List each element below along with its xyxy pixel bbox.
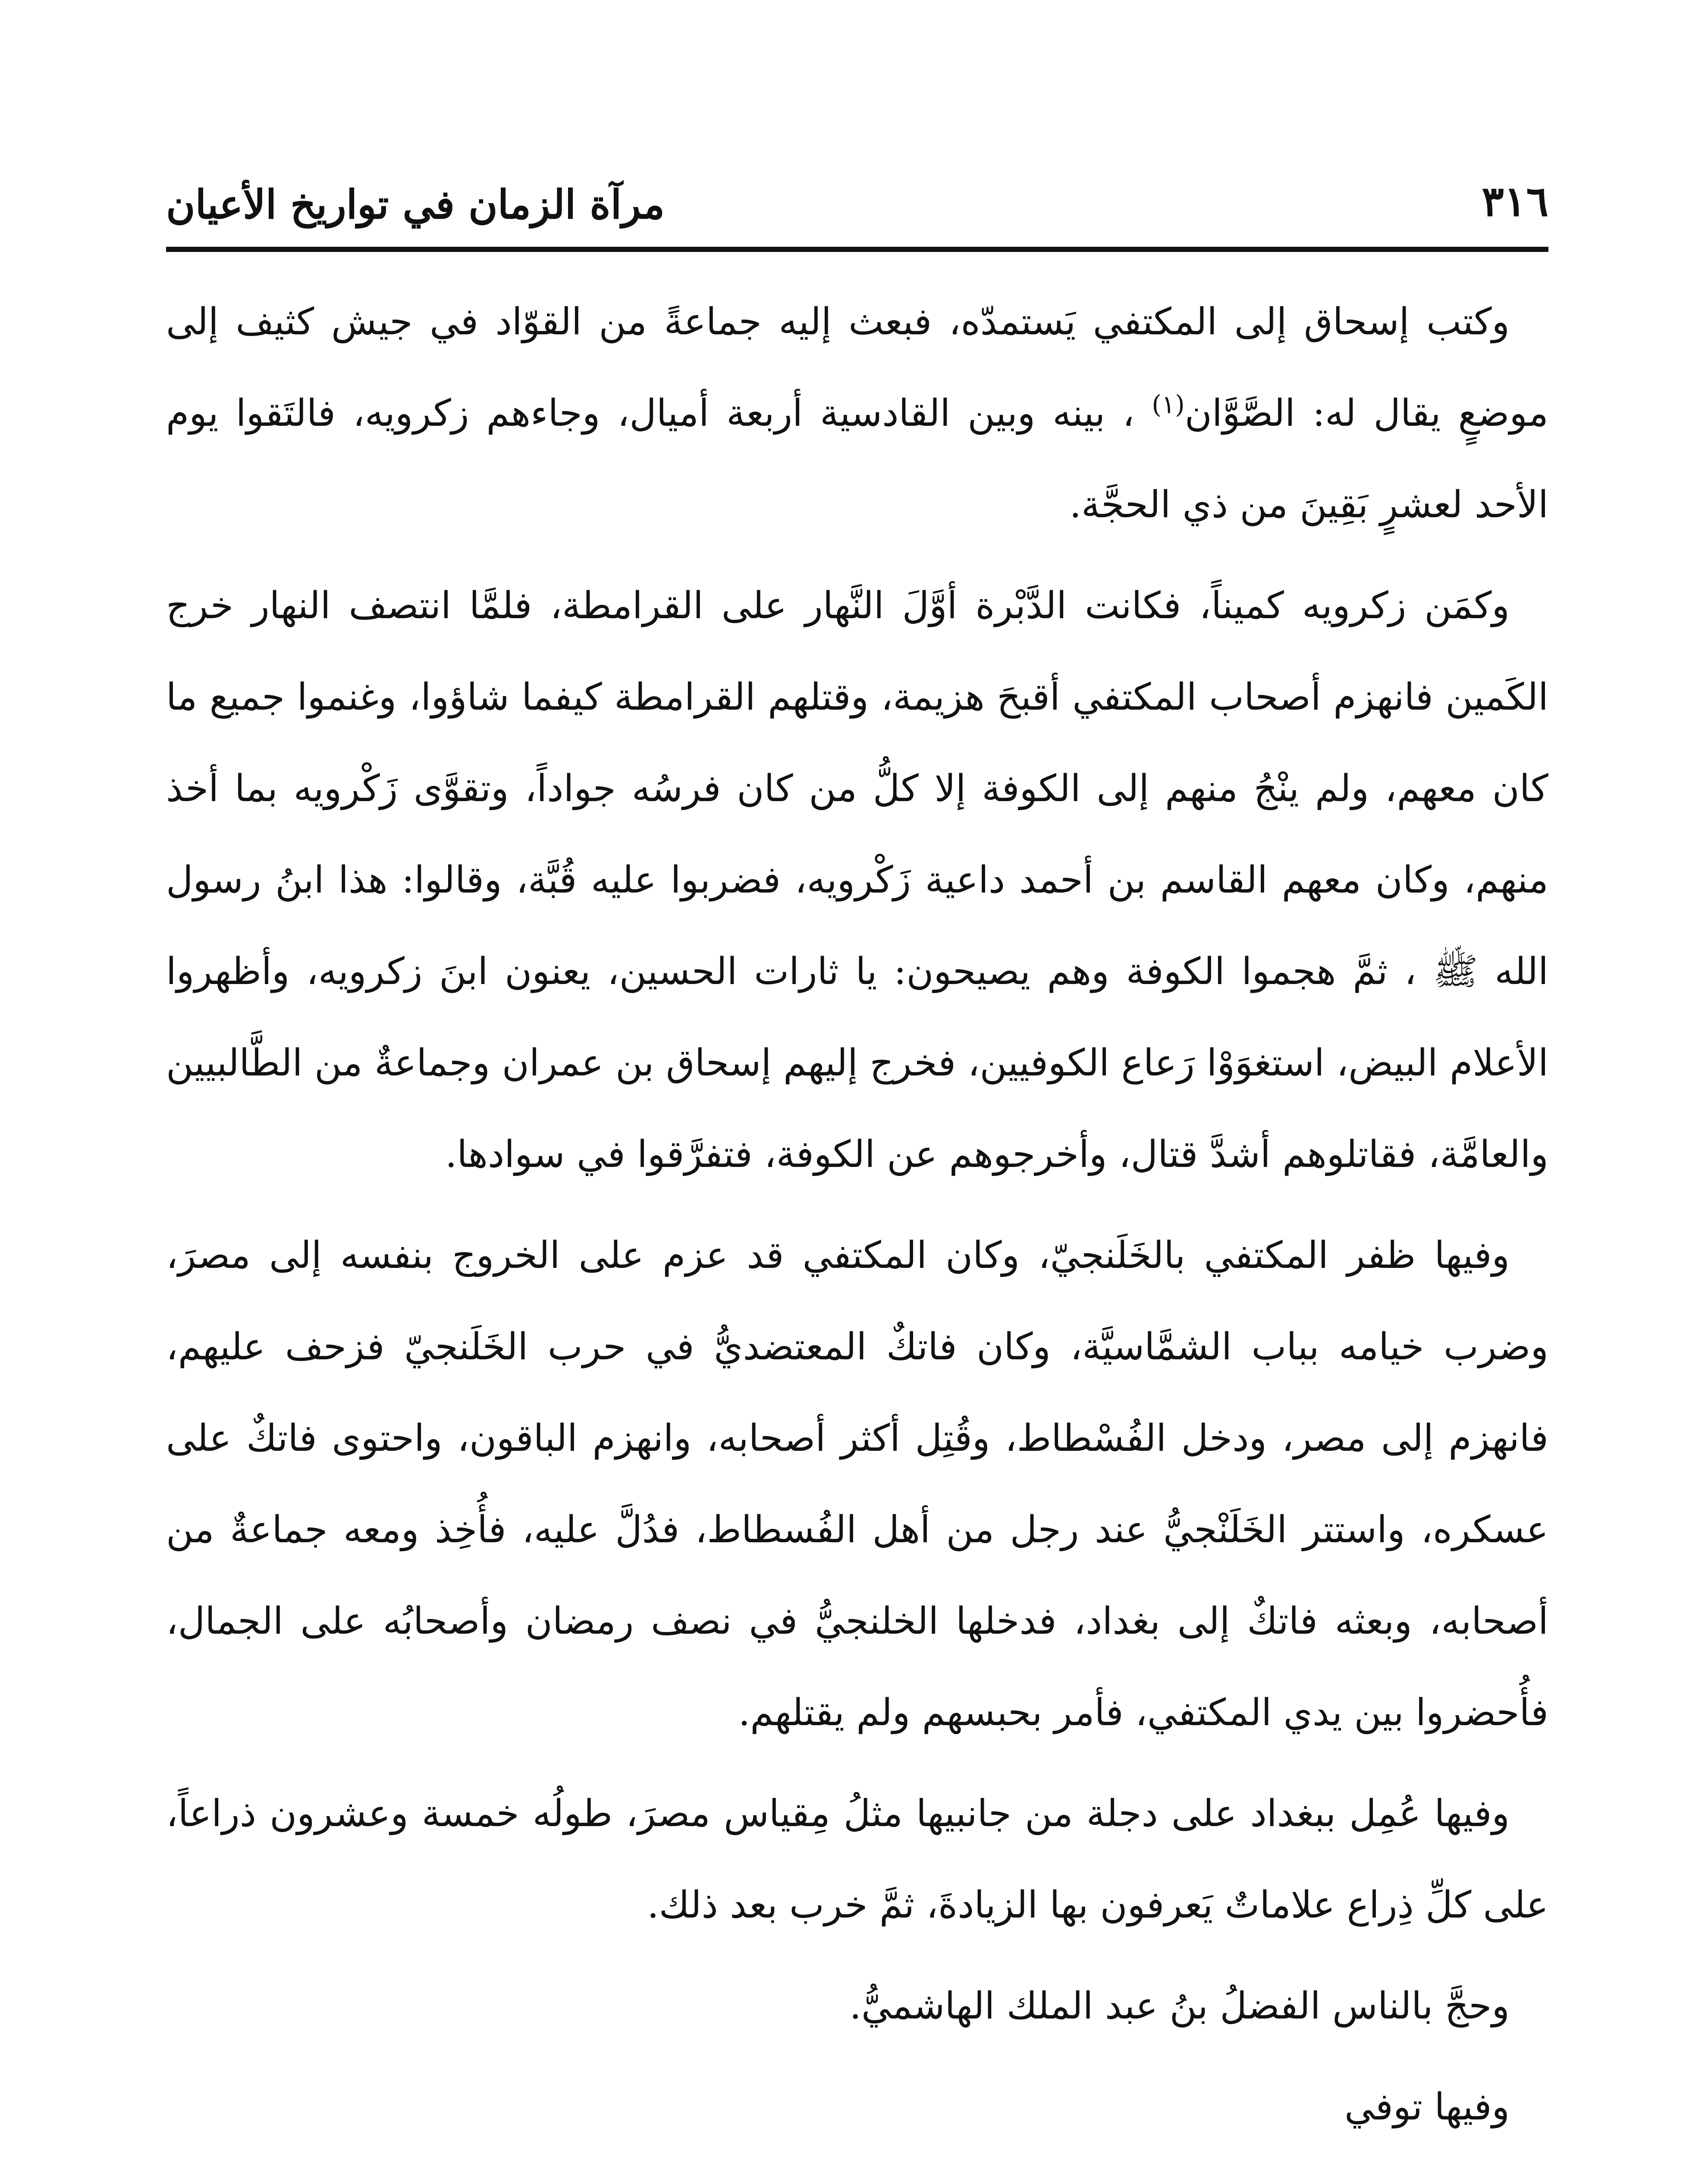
- paragraph: وحجَّ بالناس الفضلُ بنُ عبد الملك الهاشميُّ.: [849, 1984, 1510, 2028]
- paragraph: [166, 276, 1548, 550]
- paragraph: وفيها توفي: [1344, 2085, 1510, 2129]
- page-header: [166, 168, 1548, 233]
- body-text: [166, 276, 1548, 2157]
- paragraph: وكمَن زكرويه كميناً، فكانت الدَّبْرة أوَّلَ النَّهار على القرامطة، فلمَّا انتصف النهار خرج الكَمين فانهزم أصحاب المكتفي أقبحَ هزيمة، وقتلهم القرامطة كيفما شاؤوا، وغنموا جميع ما كان معهم، ولم ينْجُ منهم إلى الكوفة إلا كلُّ من كان فرسُه جواداً، وتقوَّى زَكْرويه بما أخذ منهم، وكان معهم القاسم بن أحمد داعية زَكْرويه، فضربوا عليه قُبَّة، وقالوا: هذا ابنُ رسول الله ﷺ ، ثمَّ هجموا الكوفة وهم يصيحون: يا ثارات الحسين، يعنون ابنَ زكرويه، وأظهروا الأعلام البيض، استغوَوْا رَعاع الكوفيين، فخرج إليهم إسحاق بن عمران وجماعةٌ من الطَّالبيين والعامَّة، فقاتلوهم أشدَّ قتال، وأخرجوهم عن الكوفة، فتفرَّقوا في سوادها.: [166, 584, 1548, 1176]
- paragraph: وفيها عُمِل ببغداد على دجلة من جانبيها مثلُ مِقياس مصرَ، طولُه خمسة وعشرون ذراعاً، على كلِّ ذِراع علاماتٌ يَعرفون بها الزيادةَ، ثمَّ خرب بعد ذلك.: [166, 1792, 1548, 1927]
- header-rule: [166, 247, 1548, 252]
- paragraph: وفيها ظفر المكتفي بالخَلَنجيّ، وكان المكتفي قد عزم على الخروج بنفسه إلى مصرَ، وضرب خيامه بباب الشمَّاسيَّة، وكان فاتكٌ المعتضديُّ في حرب الخَلَنجيّ فزحف عليهم، فانهزم إلى مصر، ودخل الفُسْطاط، وقُتِل أكثر أصحابه، وانهزم الباقون، واحتوى فاتكٌ على عسكره، واستتر الخَلَنْجيُّ عند رجل من أهل الفُسطاط، فدُلَّ عليه، فأُخِذ ومعه جماعةٌ من أصحابه، وبعثه فاتكٌ إلى بغداد، فدخلها الخلنجيُّ في نصف رمضان وأصحابُه على الجمال، فأُحضروا بين يدي المكتفي، فأمر بحبسهم ولم يقتلهم.: [166, 1234, 1548, 1734]
- page-number: ٣١٦: [1482, 177, 1548, 226]
- paragraph-text: وكتب إسحاق إلى المكتفي يَستمدّه، فبعث إليه جماعةً من القوّاد في جيش كثيف إلى موضعٍ يقال له: الصَّوَّان: [166, 300, 1548, 435]
- running-title: مرآة الزمان في تواريخ الأعيان: [166, 181, 665, 228]
- footnote-marker: (١): [1152, 390, 1185, 419]
- paragraph-text: ، بينه وبين القادسية أربعة أميال، وجاءهم زكرويه، فالتَقوا يوم الأحد لعشرٍ بَقِينَ من ذي الحجَّة.: [166, 392, 1548, 526]
